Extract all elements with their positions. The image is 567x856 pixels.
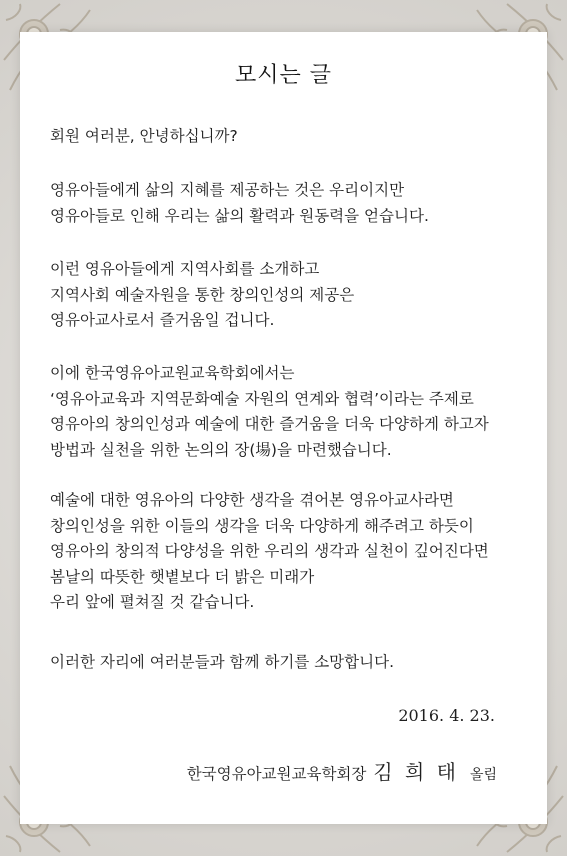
signature <box>187 756 497 785</box>
paragraph-5 <box>50 650 530 676</box>
paragraph-line: 영유아들에게 삶의 지혜를 제공하는 것은 우리이지만 <box>50 181 405 199</box>
paragraph-line: ‘영유아교육과 지역문화예술 자원의 연계와 협력’이라는 주제로 <box>50 389 474 408</box>
paragraph-line: 방법과 실천을 위한 논의의 장(場)을 마련했습니다. <box>50 440 392 459</box>
paragraph-4 <box>50 488 530 616</box>
letter-date: 2016. 4. 23. <box>398 706 495 725</box>
paragraph-2 <box>50 257 530 334</box>
signature-name: 김 희 태 <box>373 760 459 784</box>
paragraph-line: 이에 한국영유아교원교육학회에서는 <box>50 364 295 382</box>
paragraph-line: 우리 앞에 펼쳐질 것 같습니다. <box>50 593 255 611</box>
paragraph-line: 봄날의 따뜻한 햇볕보다 더 밝은 미래가 <box>50 567 315 586</box>
greeting: 회원 여러분, 안녕하십니까? <box>50 127 238 145</box>
paragraph-line: 영유아들로 인해 우리는 삶의 활력과 원동력을 얻습니다. <box>50 206 429 225</box>
signature-org-title: 한국영유아교원교육학회장 <box>186 765 367 783</box>
paragraph-line: 지역사회 예술자원을 통한 창의인성의 제공은 <box>50 285 355 304</box>
paragraph-line: 이러한 자리에 여러분들과 함께 하기를 소망합니다. <box>50 653 394 671</box>
letter-title: 모시는 글 <box>234 63 332 88</box>
paragraph-3 <box>50 361 530 463</box>
paragraph-line: 창의인성을 위한 이들의 생각을 더욱 다양하게 해주려고 하듯이 <box>50 516 474 535</box>
paragraph-line: 예술에 대한 영유아의 다양한 생각을 겪어본 영유아교사라면 <box>50 491 454 509</box>
paragraph-line: 영유아의 창의인성과 예술에 대한 즐거움을 더욱 다양하게 하고자 <box>50 415 489 433</box>
paragraph-1 <box>50 178 530 229</box>
paragraph-line: 이런 영유아들에게 지역사회를 소개하고 <box>50 260 320 278</box>
paragraph-line: 영유아의 창의적 다양성을 위한 우리의 생각과 실천이 깊어진다면 <box>50 542 489 560</box>
paragraph-line: 영유아교사로서 즐거움일 겁니다. <box>50 311 275 329</box>
signature-suffix: 올림 <box>469 767 497 783</box>
